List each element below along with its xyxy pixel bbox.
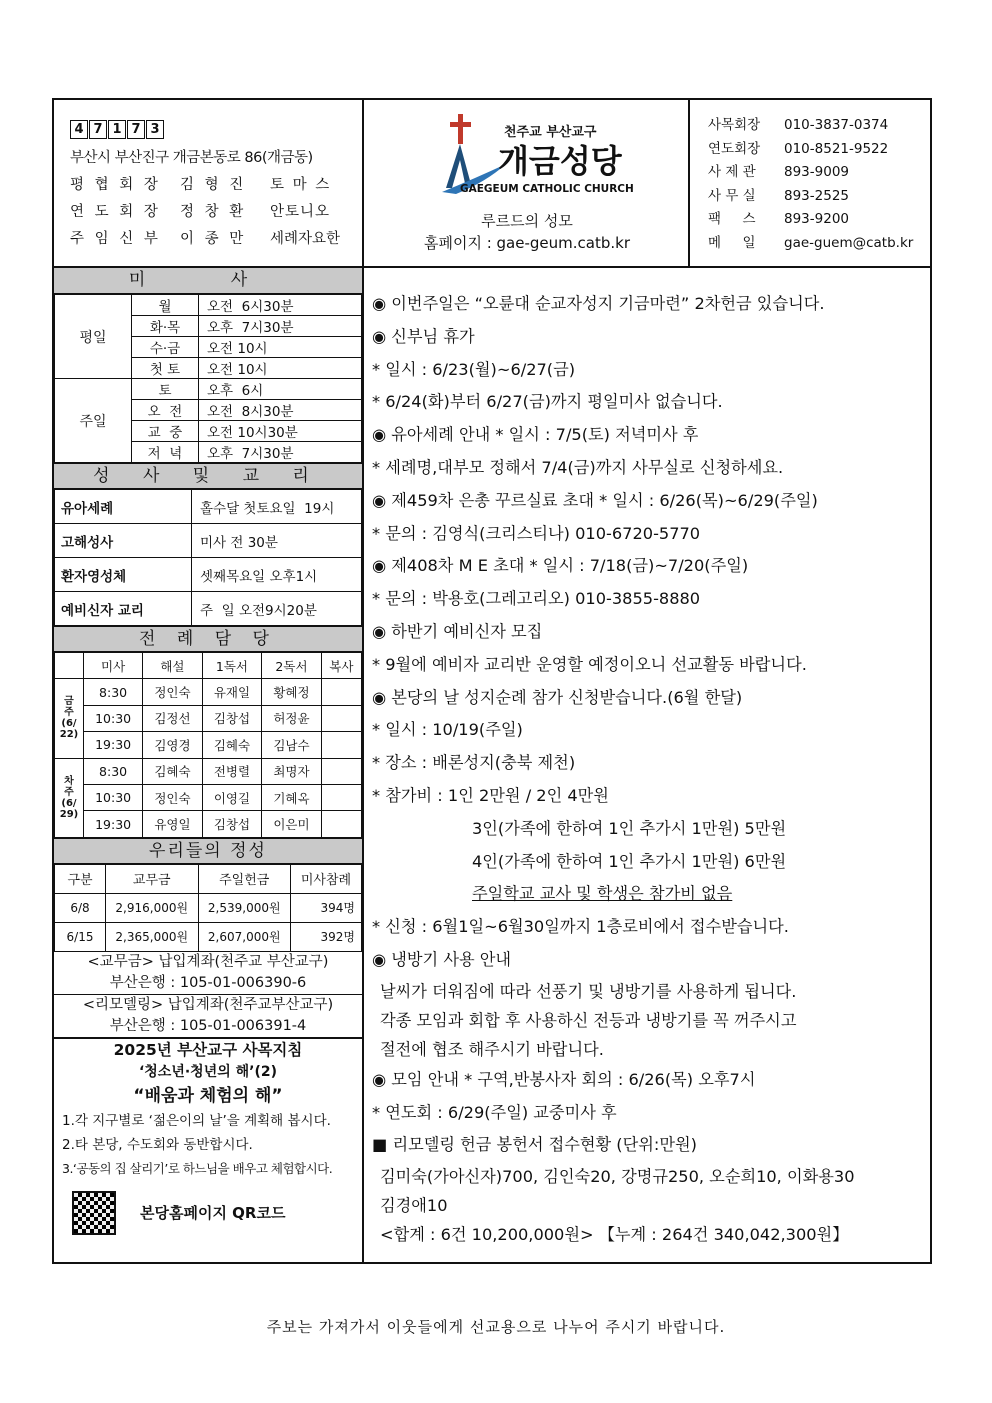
reader-1: 전병렬 [202,758,262,784]
contact-key: 연도회장 [708,140,761,157]
zip-digit: 1 [108,120,126,139]
column-header: 1독서 [202,653,262,679]
section-title-offering: 우리들의 정성 [54,838,362,864]
pastoral-item: 2.타 본당, 수도회와 동반합시다. [62,1136,253,1153]
contact-value: 893-9200 [784,211,849,227]
notice-line: * 연도회 : 6/29(주일) 교중미사 후 [372,1102,617,1122]
notice-line: * 9월에 예비자 교리반 운영할 예정이오니 선교활동 바랍니다. [372,654,807,674]
section-title-sacraments: 성 사 및 교 리 [54,463,362,489]
column-header: 복사 [321,653,361,679]
cross-horizontal [450,122,471,127]
table-row [55,558,362,592]
table-row [55,811,362,837]
tithe-amount: 2,365,000원 [106,922,199,951]
server [321,705,361,731]
column-header: 교무금 [106,864,199,893]
remodeling-account [54,995,362,1039]
notice-heading: ◉ 본당의 날 성지순례 참가 신청받습니다.(6월 한달) [372,687,743,707]
notice-line: 절전에 협조 해주시기 바랍니다. [380,1039,604,1059]
notice-line: 주일학교 교사 및 학생은 참가비 없음 [472,884,733,904]
section-title-liturgy: 전 례 담 당 [54,626,362,652]
notice-line: 날씨가 더워짐에 따라 선풍기 및 냉방기를 사용하게 됩니다. [380,981,797,1001]
notice-line: * 문의 : 김영식(크리스티나) 010-6720-5770 [372,523,701,543]
mass-day: 첫 토 [132,358,199,379]
sunday-offering: 2,607,000원 [198,922,291,951]
mass-time: 10:30 [84,784,143,810]
mass-time: 8:30 [84,679,143,705]
table-row [55,592,362,626]
contact-row [708,232,930,256]
zip-digit: 7 [89,120,107,139]
attendance: 392명 [291,922,362,951]
mass-time: 오전 8시30분 [199,400,362,421]
account-number: 부산은행 : 105-01-006391-4 [109,1017,307,1034]
church-logo-block [364,100,690,268]
sacrament-time: 셋째목요일 오후1시 [192,558,362,592]
notice-heading: ◉ 제408차 M E 초대 * 일시 : 7/18(금)~7/20(주일) [372,556,749,576]
table-row [55,922,362,951]
contact-value: 010-3837-0374 [784,117,889,133]
notice-heading: ■ 리모델링 헌금 봉헌서 접수현황 (단위:만원) [372,1135,697,1155]
table-row [55,705,362,731]
notice-line: 4인(가족에 한하여 1인 추가시 1만원) 6만원 [472,851,787,871]
mass-time: 오후 7시30분 [199,316,362,337]
zip-digit: 3 [146,120,164,139]
mass-time: 오후 6시 [199,379,362,400]
contact-row [708,138,930,162]
notice-line: 김미숙(가아신자)700, 김인숙20, 강명규250, 오순희10, 이화용30 [380,1167,855,1187]
left-column [54,268,364,1262]
mass-time: 오전 10시 [199,358,362,379]
notice-heading: ◉ 제459차 은총 꾸르실료 초대 * 일시 : 6/26(목)~6/29(주일) [372,490,818,510]
diocese-text: 천주교 부산교구 [504,125,597,140]
notice-heading: ◉ 하반기 예비신자 모집 [372,621,543,641]
mass-day: 수·금 [132,337,199,358]
sacrament-time: 주 일 오전9시20분 [192,592,362,626]
mass-time: 8:30 [84,758,143,784]
reader-1: 이영길 [202,784,262,810]
mass-day: 교 중 [132,421,199,442]
officer-baptism: 안토니오 [270,204,331,220]
officer-name: 정 창 환 [180,204,247,220]
contact-key: 메 일 [708,234,756,251]
church-name-kr: 개금성당 [498,142,622,180]
notice-line: 김경애10 [380,1196,448,1216]
notice-heading: ◉ 신부님 휴가 [372,326,475,346]
table-row [55,679,362,705]
officer-row [70,172,362,199]
bulletin-frame [52,98,932,1264]
notice-line: * 일시 : 10/19(주일) [372,720,523,740]
week-label: 금 주 (6/ 22) [55,679,84,758]
sunday-offering: 2,539,000원 [198,893,291,922]
commentator: 김혜숙 [143,758,203,784]
pastoral-subtitle: ‘청소년·청년의 해’(2) [138,1063,278,1080]
table-row [55,490,362,524]
mass-day: 월 [132,295,199,316]
sacrament-time: 홀수달 첫토요일 19시 [192,490,362,524]
column-header: 구분 [55,864,106,893]
contact-list [690,100,930,268]
notice-heading: ◉ 이번주일은 “오륜대 순교자성지 기금마련” 2차헌금 있습니다. [372,294,825,313]
notice-line: * 일시 : 6/23(월)~6/27(금) [372,359,576,379]
contact-row [708,161,930,185]
attendance: 394명 [291,893,362,922]
section-title-mass: 미 사 [54,268,362,294]
table-row [55,524,362,558]
table-row [55,893,362,922]
mass-day: 화·목 [132,316,199,337]
officer-name: 이 종 만 [180,231,247,247]
officer-name: 김 형 진 [180,177,247,193]
server [321,732,361,758]
pastoral-item: 1.각 지구별로 ‘젊은이의 날’을 계획해 봅시다. [62,1112,331,1129]
commentator: 김정선 [143,705,203,731]
reader-2: 허정윤 [262,705,322,731]
server [321,784,361,810]
sacrament-name: 환자영성체 [55,558,192,592]
commentator: 유영일 [143,811,203,837]
server [321,811,361,837]
table-row [55,758,362,784]
notice-line: * 세례명,대부모 정해서 7/4(금)까지 사무실로 신청하세요. [372,457,784,477]
contact-key: 사목회장 [708,117,761,133]
mass-day: 저 녁 [132,442,199,463]
mass-day: 토 [132,379,199,400]
reader-2: 김남수 [262,732,322,758]
notice-line: * 신청 : 6월1일~6월30일까지 1층로비에서 접수받습니다. [372,917,789,937]
pastoral-guidelines [54,1039,362,1235]
account-number: 부산은행 : 105-01-006390-6 [109,974,307,991]
notice-line: * 장소 : 배론성지(충북 제천) [372,753,576,773]
tithe-amount: 2,916,000원 [106,893,199,922]
notice-line: * 참가비 : 1인 2만원 / 2인 4만원 [372,785,609,805]
reader-1: 김창섭 [202,811,262,837]
reader-2: 최명자 [262,758,322,784]
blank-cell [55,653,84,679]
column-header: 주일헌금 [198,864,291,893]
mass-time: 오후 7시30분 [199,442,362,463]
offering-date: 6/8 [55,893,106,922]
notices-column [364,268,930,1262]
notice-line: * 문의 : 박용호(그레고리오) 010-3855-8880 [372,589,701,609]
pastoral-motto: “배움과 체험의 해” [133,1085,283,1106]
officer-baptism: 세례자요한 [270,231,341,247]
notice-line: 각종 모임과 회합 후 사용하신 전등과 냉방기를 꼭 꺼주시고 [380,1010,797,1030]
sacrament-name: 유아세례 [55,490,192,524]
mass-time: 10:30 [84,705,143,731]
contact-value: 893-9009 [784,164,849,180]
table-header [55,864,362,893]
officer-role: 주 임 신 부 [70,231,161,247]
server [321,679,361,705]
contact-row [708,114,930,138]
qr-code-icon[interactable] [72,1191,116,1235]
account-title: <리모델링> 납입계좌(천주교부산교구) [82,996,334,1013]
reader-1: 유재일 [202,679,262,705]
table-header [55,653,362,679]
table-row [55,784,362,810]
cross-vertical [458,114,463,144]
offering-date: 6/15 [55,922,106,951]
column-header: 해설 [143,653,203,679]
sacrament-name: 고해성사 [55,524,192,558]
offering-table [54,864,362,952]
notice-heading: ◉ 유아세례 안내 * 일시 : 7/5(토) 저녁미사 후 [372,425,699,445]
sacrament-time: 미사 전 30분 [192,524,362,558]
officer-role: 연 도 회 장 [70,204,161,220]
weekday-label: 평일 [55,295,132,379]
homepage-link[interactable]: 홈페이지 : gae-geum.catb.kr [423,234,630,252]
mass-time: 오전 10시 [199,337,362,358]
officer-row [70,226,362,253]
officer-baptism: 토 마 스 [270,177,332,193]
zip-code [70,120,362,139]
patron-saint: 루르드의 성모 [481,212,573,230]
column-header: 2독서 [262,653,322,679]
commentator: 정인숙 [143,679,203,705]
reader-1: 김혜숙 [202,732,262,758]
contact-value: 893-2525 [784,187,849,204]
contact-row [708,185,930,209]
officer-row [70,199,362,226]
pastoral-item: 3.‘공동의 집 살리기’로 하느님을 배우고 체험합시다. [62,1160,333,1176]
qr-section [54,1181,362,1235]
tithe-account [54,952,362,995]
sunday-label: 주일 [55,379,132,463]
contact-key: 사 제 관 [708,164,756,180]
notice-heading: ◉ 모임 안내 * 구역,반봉사자 회의 : 6/26(목) 오후7시 [372,1069,756,1089]
table-row [55,732,362,758]
notice-line: <합계 : 6건 10,200,000원> 【누계 : 264건 340,042,300원】 [380,1225,849,1245]
mass-day: 오 전 [132,400,199,421]
mass-time: 오전 6시30분 [199,295,362,316]
column-header: 미사참례 [291,864,362,893]
table-row [55,295,362,316]
reader-2: 기혜옥 [262,784,322,810]
account-title: <교무금> 납입계좌(천주교 부산교구) [87,953,329,970]
sacrament-name: 예비신자 교리 [55,592,192,626]
reader-1: 김창섭 [202,705,262,731]
sacraments-table [54,489,362,626]
pastoral-title: 2025년 부산교구 사목지침 [113,1040,303,1059]
mass-time: 오전 10시30분 [199,421,362,442]
week-label: 차 주 (6/ 29) [55,758,84,837]
contact-value: 010-8521-9522 [784,140,889,157]
contact-key: 사 무 실 [708,187,756,204]
notice-list [372,288,930,1249]
header-info [54,100,364,268]
footer-note: 주보는 가져가서 이웃들에게 선교용으로 나누어 주시기 바랍니다. [266,1318,726,1336]
liturgy-table [54,652,362,838]
notice-line: 3인(가족에 한하여 1인 추가시 1만원) 5만원 [472,818,787,838]
mass-time: 19:30 [84,732,143,758]
mass-time: 19:30 [84,811,143,837]
reader-2: 이은미 [262,811,322,837]
contact-value[interactable]: gae-guem@catb.kr [784,234,914,251]
contact-key: 팩 스 [708,211,756,227]
commentator: 정인숙 [143,784,203,810]
notice-line: * 6/24(화)부터 6/27(금)까지 평일미사 없습니다. [372,392,723,412]
contact-row [708,208,930,232]
commentator: 김영경 [143,732,203,758]
table-row [55,379,362,400]
officer-role: 평 협 회 장 [70,177,161,193]
zip-digit: 4 [70,120,88,139]
mass-schedule-table [54,294,362,463]
church-name-en: GAEGEUM CATHOLIC CHURCH [460,183,634,195]
address: 부산시 부산진구 개금본동로 86(개금동) [70,150,313,166]
column-header: 미사 [84,653,143,679]
zip-digit: 7 [127,120,145,139]
church-logo [436,108,636,218]
qr-label: 본당홈페이지 QR코드 [140,1204,286,1223]
notice-heading: ◉ 냉방기 사용 안내 [372,949,512,969]
server [321,758,361,784]
reader-2: 황혜정 [262,679,322,705]
